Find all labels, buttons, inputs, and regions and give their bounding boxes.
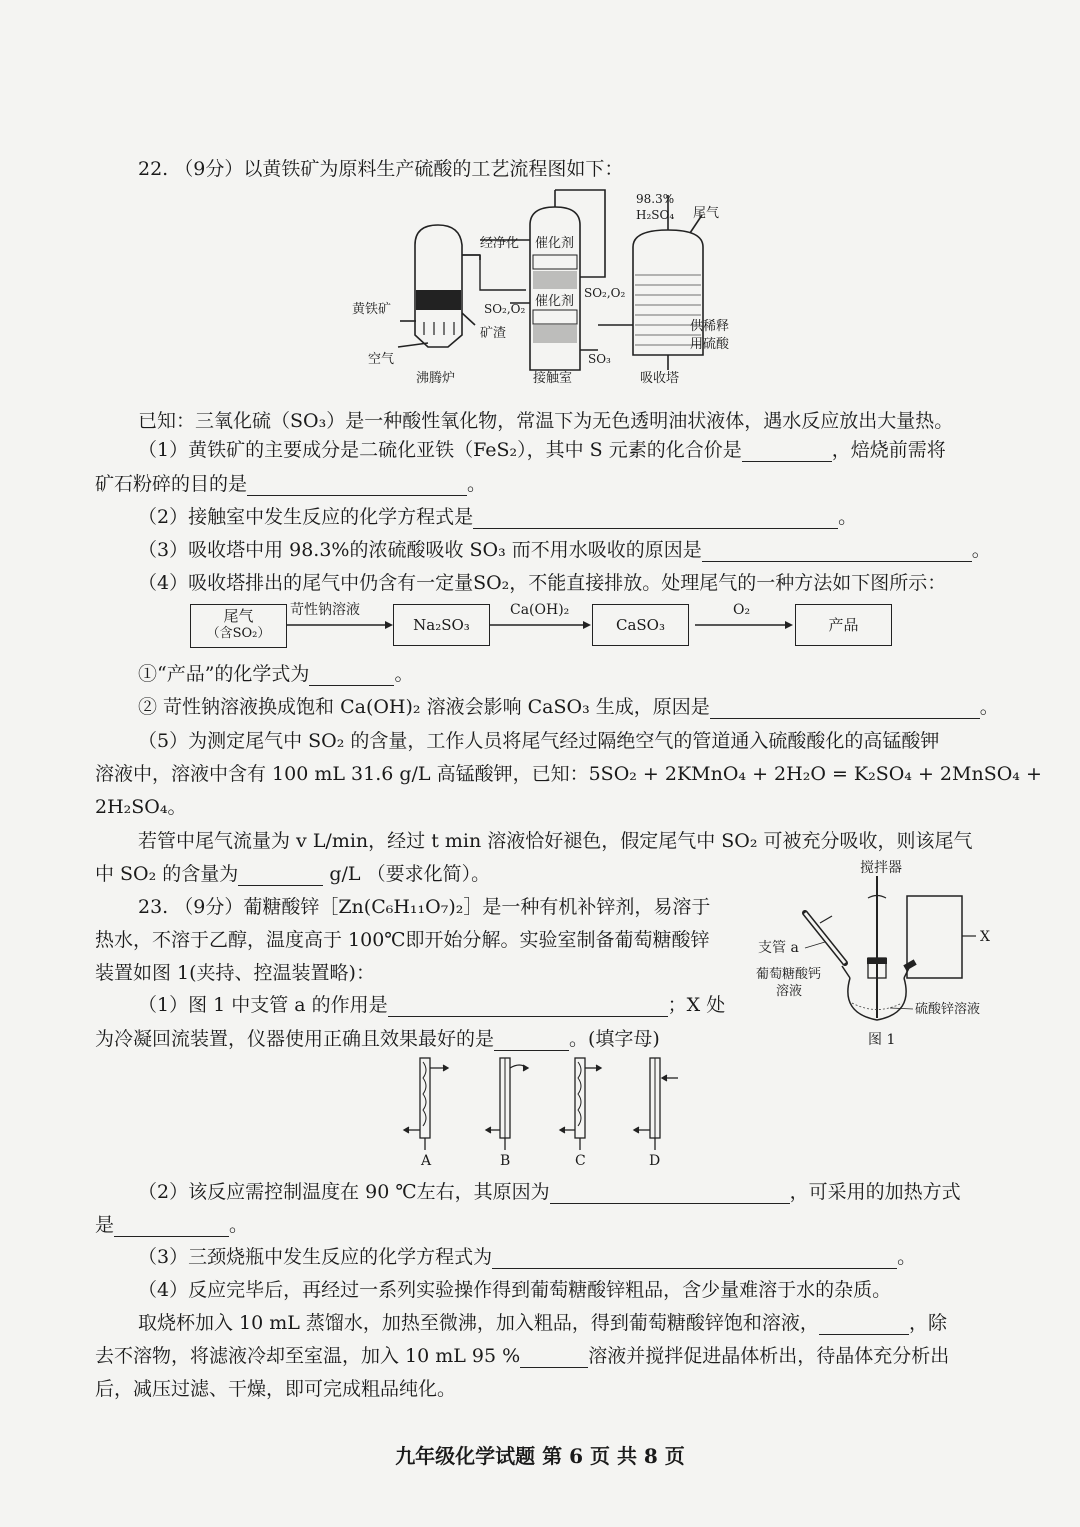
answer-blank-4-2[interactable]: [710, 698, 980, 719]
q23-part4-line1: （4）反应完毕后，再经过一系列实验操作得到葡萄糖酸锌粗品，含少量难溶于水的杂质。: [138, 1279, 892, 1301]
label-catalyst-1: 催化剂: [535, 236, 575, 251]
q22-known: 已知：三氧化硫（SO₃）是一种酸性氧化物，常温下为无色透明油状液体，遇水反应放出大量热。: [138, 410, 954, 432]
option-b-label: B: [500, 1153, 511, 1169]
q22-part2: （2）接触室中发生反应的化学方程式是 。: [138, 506, 858, 528]
label-air: 空气: [368, 352, 395, 367]
answer-blank-23-7[interactable]: [520, 1347, 588, 1368]
label-dilution-2: 用硫酸: [690, 337, 730, 352]
flow-arrow-2: Ca(OH)₂: [510, 602, 570, 618]
flow-arrow-3: O₂: [733, 602, 751, 618]
answer-blank-23-1[interactable]: [388, 996, 668, 1017]
q23-part4-line3: 去不溶物，将滤液冷却至室温，加入 10 mL 95 % 溶液并搅拌促进晶体析出，待晶体充分析出: [95, 1345, 950, 1367]
figure-1-apparatus: [750, 858, 1000, 1058]
flow-box-product: 产品: [795, 604, 892, 646]
answer-blank-5[interactable]: [238, 865, 323, 886]
condenser-b: [486, 1058, 528, 1150]
flow-box-caso3: CaSO₃: [592, 604, 689, 646]
answer-blank-1-2[interactable]: [247, 475, 467, 496]
label-boiling-furnace: 沸腾炉: [416, 371, 456, 386]
flow-arrow-1: 苛性钠溶液: [290, 602, 360, 618]
condenser-d: [634, 1058, 678, 1150]
label-gas-2: SO₂,O₂: [584, 286, 626, 300]
q23-line3: 装置如图 1(夹持、控温装置略)：: [95, 962, 375, 984]
label-dilution-1: 供稀释: [690, 319, 730, 334]
q23-part2-line2: 是 。: [95, 1214, 249, 1236]
label-pyrite: 黄铁矿: [352, 302, 392, 317]
q22-sub1: ①“产品”的化学式为 。: [138, 663, 414, 685]
answer-blank-4-1[interactable]: [309, 665, 394, 686]
answer-blank-23-5[interactable]: [492, 1248, 897, 1269]
q22-sub2: ② 苛性钠溶液换成饱和 Ca(OH)₂ 溶液会影响 CaSO₃ 生成，原因是 。: [138, 696, 999, 718]
label-gas-3: SO₃: [588, 352, 611, 366]
q23-part2-line1: （2）该反应需控制温度在 90 ℃左右，其原因为 ，可采用的加热方式: [138, 1181, 961, 1203]
fig1-caption: 图 1: [868, 1032, 896, 1048]
answer-blank-3[interactable]: [702, 541, 972, 562]
q22-part1-line2: 矿石粉碎的目的是 。: [95, 473, 487, 495]
label-acid-conc: 98.3%: [636, 192, 675, 206]
fig1-x-label: X: [980, 929, 990, 945]
label-slag: 矿渣: [480, 326, 507, 341]
option-c-label: C: [575, 1153, 586, 1169]
q23-part4-line4: 后，减压过滤、干燥，即可完成粗品纯化。: [95, 1378, 457, 1400]
condenser-c: [560, 1058, 601, 1150]
label-catalyst-2: 催化剂: [535, 294, 575, 309]
label-acid: H₂SO₄: [636, 208, 675, 222]
option-a-label: A: [421, 1153, 432, 1169]
q22-part4: （4）吸收塔排出的尾气中仍含有一定量SO₂，不能直接排放。处理尾气的一种方法如下图所示：: [138, 572, 947, 594]
boiling-furnace: [398, 225, 480, 347]
q23-line2: 热水，不溶于乙醇，温度高于 100℃即开始分解。实验室制备葡萄糖酸锌: [95, 929, 710, 951]
flow-box-na2so3: Na₂SO₃: [393, 604, 490, 646]
q23-line1: 23. （9分）葡糖酸锌［Zn(C₆H₁₁O₇)₂］是一种有机补锌剂，易溶于: [138, 896, 711, 918]
flow-box-tail-gas: 尾气 （含SO₂）: [190, 604, 287, 648]
furnace-arrows: [424, 322, 454, 335]
page-footer: 九年级化学试题 第 6 页 共 8 页: [395, 1444, 685, 1468]
q22-part5-line3: 2H₂SO₄。: [95, 796, 187, 818]
label-contact-chamber: 接触室: [533, 371, 573, 386]
q22-part5-line4: 若管中尾气流量为 v L/min，经过 t min 溶液恰好褪色，假定尾气中 SO₂ 可被充分吸收，则该尾气: [138, 830, 973, 852]
answer-blank-23-2[interactable]: [494, 1030, 569, 1051]
q23-part1-line2: 为冷凝回流装置，仪器使用正确且效果最好的是 。(填字母): [95, 1028, 660, 1050]
q22-part1-line1: （1）黄铁矿的主要成分是二硫化亚铁（FeS₂），其中 S 元素的化合价是 ，焙烧前需将: [138, 439, 946, 461]
condenser-options: [395, 1050, 685, 1170]
answer-blank-23-4[interactable]: [114, 1216, 229, 1237]
option-d-label: D: [649, 1153, 661, 1169]
fig1-zinc-label: 硫酸锌溶液: [915, 1002, 981, 1017]
condenser-a: [404, 1058, 448, 1150]
q22-title: 22. （9分）以黄铁矿为原料生产硫酸的工艺流程图如下：: [138, 158, 624, 180]
q22-part5-line5: 中 SO₂ 的含量为 g/L （要求化简）。: [95, 863, 491, 885]
label-tail-gas: 尾气: [693, 206, 720, 221]
fig1-stirrer-label: 搅拌器: [860, 860, 902, 876]
fig1-calcium-label-1: 葡萄糖酸钙: [756, 967, 822, 982]
answer-blank-2[interactable]: [473, 508, 838, 529]
pipe-purification: [462, 255, 526, 290]
q23-part1-line1: （1）图 1 中支管 a 的作用是 ；X 处: [138, 994, 726, 1016]
sulfuric-acid-process-diagram: [350, 185, 750, 390]
answer-blank-23-3[interactable]: [550, 1183, 790, 1204]
answer-blank-23-6[interactable]: [819, 1314, 909, 1335]
fig1-branch-label: 支管 a: [758, 940, 799, 956]
fig1-calcium-label-2: 溶液: [776, 984, 803, 999]
tower-packing: [635, 275, 701, 345]
label-purified: 经净化: [480, 236, 520, 251]
q22-part5-line2: 溶液中，溶液中含有 100 mL 31.6 g/L 高锰酸钾，已知：5SO₂ + 2KMnO₄ + 2H₂O = K₂SO₄ + 2MnSO₄ +: [95, 763, 1042, 785]
label-gas-1: SO₂,O₂: [484, 302, 526, 316]
label-absorption-tower: 吸收塔: [640, 371, 680, 386]
answer-blank-1-1[interactable]: [742, 441, 832, 462]
q23-part3: （3）三颈烧瓶中发生反应的化学方程式为 。: [138, 1246, 917, 1268]
q22-part5-line1: （5）为测定尾气中 SO₂ 的含量，工作人员将尾气经过隔绝空气的管道通入硫酸酸化的高锰酸钾: [138, 730, 940, 752]
q23-part4-line2: 取烧杯加入 10 mL 蒸馏水，加热至微沸，加入粗品，得到葡萄糖酸锌饱和溶液， ，除: [138, 1312, 947, 1334]
q22-part3: （3）吸收塔中用 98.3%的浓硫酸吸收 SO₃ 而不用水吸收的原因是 。: [138, 539, 991, 561]
